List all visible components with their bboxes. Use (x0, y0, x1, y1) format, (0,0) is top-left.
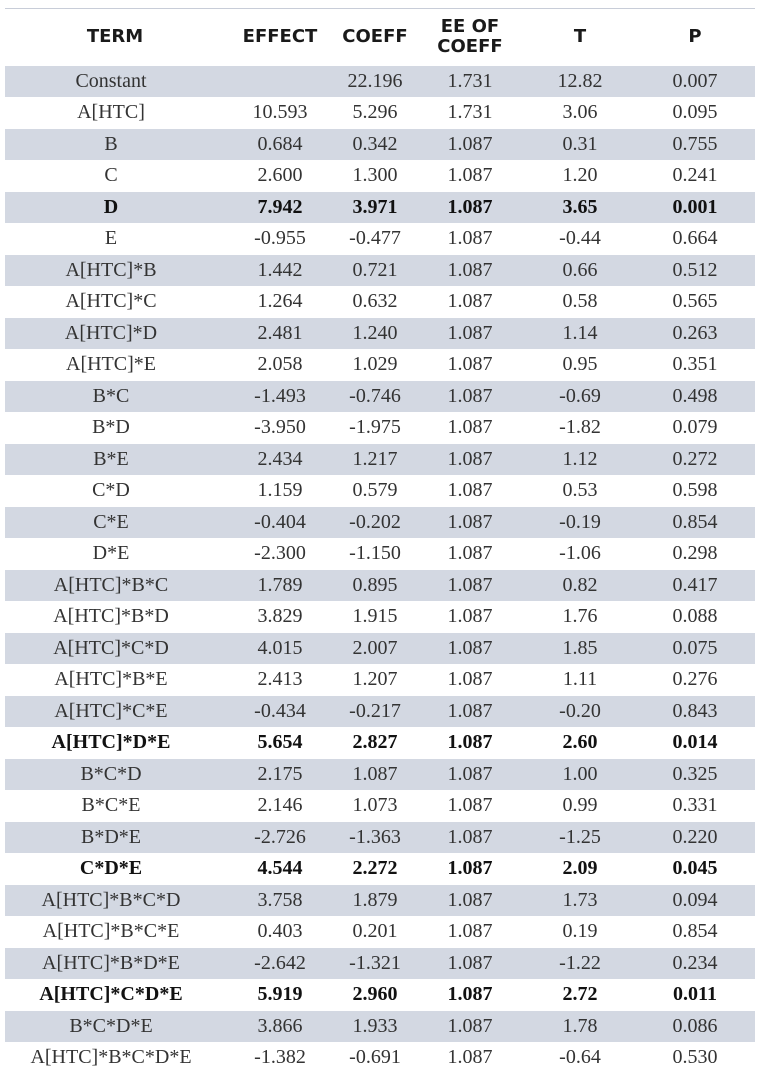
t-cell: 2.60 (525, 727, 635, 759)
p-cell: 0.755 (635, 129, 755, 161)
table-row (5, 223, 755, 255)
effect-cell: 2.146 (225, 790, 335, 822)
term-cell: D*E (5, 538, 225, 570)
table-row (5, 696, 755, 728)
se-coeff-cell: 1.087 (415, 381, 525, 413)
table-row (5, 979, 755, 1011)
p-cell: 0.045 (635, 853, 755, 885)
term-cell: A[HTC]*E (5, 349, 225, 381)
header-coeff: COEFF (335, 9, 415, 66)
effect-cell: 2.481 (225, 318, 335, 350)
coeff-cell: 0.632 (335, 286, 415, 318)
table-header (5, 9, 755, 66)
coeff-cell: 1.217 (335, 444, 415, 476)
term-cell: C*D*E (5, 853, 225, 885)
effect-cell: 2.413 (225, 664, 335, 696)
t-cell: 0.95 (525, 349, 635, 381)
coeff-cell: 1.240 (335, 318, 415, 350)
table-row (5, 1042, 755, 1074)
se-coeff-cell: 1.087 (415, 727, 525, 759)
p-cell: 0.843 (635, 696, 755, 728)
term-cell: A[HTC]*C*D*E (5, 979, 225, 1011)
coeff-cell: 2.827 (335, 727, 415, 759)
coeff-cell: 0.201 (335, 916, 415, 948)
table-row (5, 853, 755, 885)
effect-cell: 2.434 (225, 444, 335, 476)
header-t: T (525, 9, 635, 66)
se-coeff-cell: 1.087 (415, 192, 525, 224)
coeff-cell: 0.342 (335, 129, 415, 161)
term-cell: C (5, 160, 225, 192)
coeff-cell: 0.579 (335, 475, 415, 507)
effect-cell: 2.058 (225, 349, 335, 381)
coeff-cell: 22.196 (335, 66, 415, 98)
term-cell: A[HTC]*B*D (5, 601, 225, 633)
effect-cell: 5.919 (225, 979, 335, 1011)
p-cell: 0.325 (635, 759, 755, 791)
table-row (5, 255, 755, 287)
table-row (5, 318, 755, 350)
effect-cell: 7.942 (225, 192, 335, 224)
se-coeff-cell: 1.087 (415, 601, 525, 633)
effect-cell: 1.159 (225, 475, 335, 507)
effect-cell: 5.654 (225, 727, 335, 759)
table-row (5, 633, 755, 665)
term-cell: B*C*E (5, 790, 225, 822)
table-row (5, 822, 755, 854)
term-cell: A[HTC]*B*E (5, 664, 225, 696)
t-cell: 1.85 (525, 633, 635, 665)
term-cell: A[HTC]*B*C*D*E (5, 1042, 225, 1074)
term-cell: A[HTC]*D (5, 318, 225, 350)
t-cell: -1.22 (525, 948, 635, 980)
effect-cell: 1.789 (225, 570, 335, 602)
coeff-cell: -1.150 (335, 538, 415, 570)
table-row (5, 412, 755, 444)
table-row (5, 381, 755, 413)
se-coeff-cell: 1.087 (415, 1042, 525, 1074)
se-coeff-cell: 1.087 (415, 412, 525, 444)
p-cell: 0.512 (635, 255, 755, 287)
coeff-cell: 2.272 (335, 853, 415, 885)
p-cell: 0.241 (635, 160, 755, 192)
term-cell: A[HTC]*C*D (5, 633, 225, 665)
effect-cell: 0.684 (225, 129, 335, 161)
se-coeff-cell: 1.087 (415, 538, 525, 570)
t-cell: 1.78 (525, 1011, 635, 1043)
coeff-cell: 0.895 (335, 570, 415, 602)
table-row (5, 475, 755, 507)
table-row (5, 160, 755, 192)
term-cell: A[HTC]*B*D*E (5, 948, 225, 980)
se-coeff-cell: 1.087 (415, 223, 525, 255)
se-coeff-cell: 1.087 (415, 444, 525, 476)
table-row (5, 192, 755, 224)
table-row (5, 948, 755, 980)
coefficient-table-container (5, 8, 755, 1074)
term-cell: C*E (5, 507, 225, 539)
p-cell: 0.220 (635, 822, 755, 854)
se-coeff-cell: 1.087 (415, 475, 525, 507)
term-cell: E (5, 223, 225, 255)
coeff-cell: -0.217 (335, 696, 415, 728)
table-body (5, 66, 755, 1074)
term-cell: B*E (5, 444, 225, 476)
effect-cell: 1.264 (225, 286, 335, 318)
header-term: TERM (5, 9, 225, 66)
t-cell: -0.69 (525, 381, 635, 413)
se-coeff-cell: 1.087 (415, 286, 525, 318)
effect-cell (225, 66, 335, 98)
effect-cell: 3.866 (225, 1011, 335, 1043)
table-row (5, 444, 755, 476)
t-cell: 1.11 (525, 664, 635, 696)
table-row (5, 66, 755, 98)
table-row (5, 759, 755, 791)
t-cell: 0.99 (525, 790, 635, 822)
se-coeff-cell: 1.087 (415, 318, 525, 350)
se-coeff-cell: 1.087 (415, 1011, 525, 1043)
t-cell: -1.06 (525, 538, 635, 570)
coeff-cell: 1.029 (335, 349, 415, 381)
p-cell: 0.075 (635, 633, 755, 665)
se-coeff-cell: 1.087 (415, 790, 525, 822)
se-coeff-cell: 1.087 (415, 759, 525, 791)
table-row (5, 129, 755, 161)
t-cell: 0.58 (525, 286, 635, 318)
term-cell: A[HTC]*B*C (5, 570, 225, 602)
term-cell: B*D (5, 412, 225, 444)
t-cell: 1.73 (525, 885, 635, 917)
se-coeff-cell: 1.087 (415, 664, 525, 696)
effect-cell: 4.544 (225, 853, 335, 885)
table-row (5, 570, 755, 602)
t-cell: -1.82 (525, 412, 635, 444)
p-cell: 0.854 (635, 916, 755, 948)
term-cell: A[HTC]*C (5, 286, 225, 318)
effect-cell: -0.404 (225, 507, 335, 539)
se-coeff-cell: 1.087 (415, 129, 525, 161)
table-row (5, 727, 755, 759)
effect-cell: 3.829 (225, 601, 335, 633)
term-cell: A[HTC]*B (5, 255, 225, 287)
p-cell: 0.234 (635, 948, 755, 980)
effect-cell: 10.593 (225, 97, 335, 129)
effect-cell: -0.955 (225, 223, 335, 255)
effect-cell: -1.382 (225, 1042, 335, 1074)
p-cell: 0.088 (635, 601, 755, 633)
t-cell: -0.19 (525, 507, 635, 539)
effect-cell: -3.950 (225, 412, 335, 444)
p-cell: 0.298 (635, 538, 755, 570)
term-cell: B (5, 129, 225, 161)
effect-cell: -2.300 (225, 538, 335, 570)
t-cell: -0.64 (525, 1042, 635, 1074)
coeff-cell: -1.975 (335, 412, 415, 444)
t-cell: 1.76 (525, 601, 635, 633)
p-cell: 0.351 (635, 349, 755, 381)
table-row (5, 1011, 755, 1043)
effect-cell: -0.434 (225, 696, 335, 728)
p-cell: 0.011 (635, 979, 755, 1011)
t-cell: 1.14 (525, 318, 635, 350)
term-cell: Constant (5, 66, 225, 98)
term-cell: A[HTC] (5, 97, 225, 129)
t-cell: -0.20 (525, 696, 635, 728)
p-cell: 0.001 (635, 192, 755, 224)
t-cell: 1.12 (525, 444, 635, 476)
se-coeff-cell: 1.087 (415, 507, 525, 539)
se-coeff-cell: 1.731 (415, 66, 525, 98)
table-row (5, 664, 755, 696)
se-coeff-cell: 1.087 (415, 160, 525, 192)
coeff-cell: 1.879 (335, 885, 415, 917)
coeff-cell: -0.477 (335, 223, 415, 255)
table-row (5, 507, 755, 539)
coeff-cell: -0.691 (335, 1042, 415, 1074)
term-cell: C*D (5, 475, 225, 507)
t-cell: 0.53 (525, 475, 635, 507)
se-coeff-cell: 1.087 (415, 570, 525, 602)
coeff-cell: 1.915 (335, 601, 415, 633)
t-cell: 12.82 (525, 66, 635, 98)
coeff-cell: 3.971 (335, 192, 415, 224)
coeff-cell: 1.207 (335, 664, 415, 696)
effect-cell: 2.175 (225, 759, 335, 791)
p-cell: 0.331 (635, 790, 755, 822)
t-cell: 0.82 (525, 570, 635, 602)
header-row (5, 9, 755, 66)
effect-cell: -2.642 (225, 948, 335, 980)
term-cell: B*C*D (5, 759, 225, 791)
term-cell: A[HTC]*C*E (5, 696, 225, 728)
t-cell: 0.19 (525, 916, 635, 948)
t-cell: 0.66 (525, 255, 635, 287)
p-cell: 0.276 (635, 664, 755, 696)
coeff-cell: 1.087 (335, 759, 415, 791)
se-coeff-cell: 1.087 (415, 853, 525, 885)
p-cell: 0.263 (635, 318, 755, 350)
effect-cell: -1.493 (225, 381, 335, 413)
header-se-coeff: EE OF COEFF (415, 9, 525, 66)
p-cell: 0.417 (635, 570, 755, 602)
effect-cell: 3.758 (225, 885, 335, 917)
coeff-cell: 5.296 (335, 97, 415, 129)
p-cell: 0.664 (635, 223, 755, 255)
p-cell: 0.095 (635, 97, 755, 129)
p-cell: 0.014 (635, 727, 755, 759)
coeff-cell: 2.007 (335, 633, 415, 665)
table-row (5, 790, 755, 822)
table-row (5, 97, 755, 129)
se-coeff-cell: 1.087 (415, 633, 525, 665)
coefficient-table (5, 8, 755, 1074)
coeff-cell: -0.746 (335, 381, 415, 413)
effect-cell: 1.442 (225, 255, 335, 287)
table-row (5, 885, 755, 917)
p-cell: 0.854 (635, 507, 755, 539)
table-row (5, 349, 755, 381)
term-cell: B*C (5, 381, 225, 413)
coeff-cell: 1.933 (335, 1011, 415, 1043)
effect-cell: -2.726 (225, 822, 335, 854)
p-cell: 0.094 (635, 885, 755, 917)
p-cell: 0.272 (635, 444, 755, 476)
se-coeff-cell: 1.087 (415, 822, 525, 854)
se-coeff-cell: 1.087 (415, 696, 525, 728)
coeff-cell: -1.321 (335, 948, 415, 980)
table-row (5, 286, 755, 318)
term-cell: B*D*E (5, 822, 225, 854)
t-cell: -1.25 (525, 822, 635, 854)
table-row (5, 916, 755, 948)
p-cell: 0.086 (635, 1011, 755, 1043)
se-coeff-cell: 1.087 (415, 255, 525, 287)
coeff-cell: -0.202 (335, 507, 415, 539)
table-row (5, 538, 755, 570)
term-cell: A[HTC]*B*C*D (5, 885, 225, 917)
coeff-cell: 0.721 (335, 255, 415, 287)
term-cell: A[HTC]*B*C*E (5, 916, 225, 948)
se-coeff-cell: 1.731 (415, 97, 525, 129)
p-cell: 0.498 (635, 381, 755, 413)
se-coeff-cell: 1.087 (415, 916, 525, 948)
coeff-cell: 1.073 (335, 790, 415, 822)
coeff-cell: 1.300 (335, 160, 415, 192)
effect-cell: 0.403 (225, 916, 335, 948)
t-cell: 2.09 (525, 853, 635, 885)
coeff-cell: 2.960 (335, 979, 415, 1011)
p-cell: 0.079 (635, 412, 755, 444)
p-cell: 0.565 (635, 286, 755, 318)
se-coeff-cell: 1.087 (415, 885, 525, 917)
p-cell: 0.530 (635, 1042, 755, 1074)
t-cell: 3.06 (525, 97, 635, 129)
term-cell: D (5, 192, 225, 224)
t-cell: -0.44 (525, 223, 635, 255)
effect-cell: 4.015 (225, 633, 335, 665)
term-cell: A[HTC]*D*E (5, 727, 225, 759)
se-coeff-cell: 1.087 (415, 349, 525, 381)
t-cell: 2.72 (525, 979, 635, 1011)
t-cell: 1.20 (525, 160, 635, 192)
table-row (5, 601, 755, 633)
se-coeff-cell: 1.087 (415, 979, 525, 1011)
header-effect: EFFECT (225, 9, 335, 66)
p-cell: 0.598 (635, 475, 755, 507)
term-cell: B*C*D*E (5, 1011, 225, 1043)
t-cell: 3.65 (525, 192, 635, 224)
header-p: P (635, 9, 755, 66)
t-cell: 0.31 (525, 129, 635, 161)
p-cell: 0.007 (635, 66, 755, 98)
effect-cell: 2.600 (225, 160, 335, 192)
se-coeff-cell: 1.087 (415, 948, 525, 980)
t-cell: 1.00 (525, 759, 635, 791)
coeff-cell: -1.363 (335, 822, 415, 854)
